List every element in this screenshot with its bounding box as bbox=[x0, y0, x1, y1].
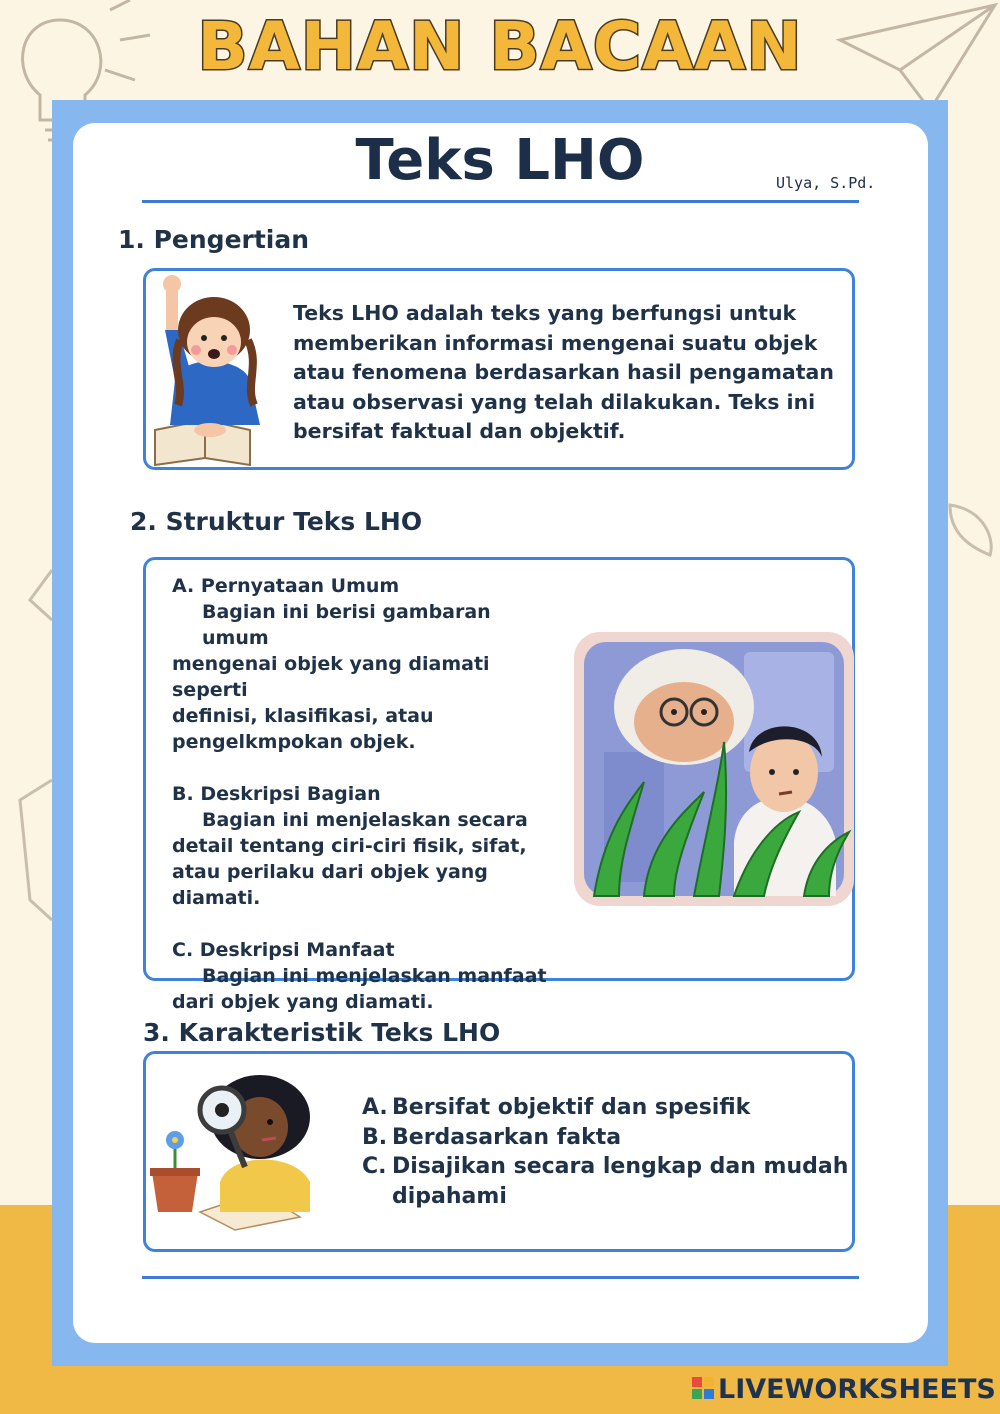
pengertian-text bbox=[293, 299, 834, 447]
struktur-item-line: Bagian ini menjelaskan manfaat bbox=[202, 965, 547, 987]
pengertian-line: atau observasi yang telah dilakukan. Teks ini bbox=[293, 389, 816, 414]
pengertian-line: Teks LHO adalah teks yang berfungsi untuk bbox=[293, 301, 797, 325]
struktur-item-line: detail tentang ciri-ciri fisik, sifat, bbox=[172, 835, 527, 857]
struktur-item-line: Bagian ini berisi gambaran umum bbox=[202, 601, 491, 649]
pengertian-line: atau fenomena berdasarkan hasil pengamatan bbox=[293, 360, 834, 384]
karakteristik-list bbox=[362, 1093, 848, 1211]
leaf-doodle-icon bbox=[945, 500, 1000, 560]
author-name: Ulya, S.Pd. bbox=[776, 174, 876, 192]
section-heading-pengertian: 1. Pengertian bbox=[118, 225, 310, 254]
girl-magnifier-illustration bbox=[150, 1072, 335, 1232]
list-item-text: Bersifat objektif dan spesifik bbox=[392, 1095, 751, 1120]
liveworksheets-logo-icon bbox=[692, 1377, 714, 1399]
list-item-letter: C. bbox=[362, 1154, 387, 1179]
title-divider bbox=[142, 200, 859, 203]
page-title: Teks LHO bbox=[355, 128, 645, 193]
section-heading-karakteristik: 3. Karakteristik Teks LHO bbox=[143, 1018, 501, 1047]
list-item bbox=[362, 1182, 848, 1212]
pengertian-line: bersifat faktual dan objektif. bbox=[293, 419, 626, 443]
struktur-item-line: mengenai objek yang diamati seperti bbox=[172, 653, 490, 701]
list-item bbox=[362, 1093, 848, 1123]
paper-doodle-icon bbox=[10, 560, 55, 940]
struktur-item-title: A. Pernyataan Umum bbox=[172, 575, 400, 597]
section-heading-struktur: 2. Struktur Teks LHO bbox=[130, 507, 423, 536]
struktur-item-line: atau perilaku dari objek yang bbox=[172, 861, 488, 883]
struktur-item-line: diamati. bbox=[172, 887, 261, 909]
pengertian-line: memberikan informasi mengenai suatu objek bbox=[293, 330, 818, 355]
struktur-item-line: pengelkmpokan objek. bbox=[172, 731, 416, 753]
struktur-item-title: C. Deskripsi Manfaat bbox=[172, 939, 395, 961]
list-item bbox=[362, 1152, 848, 1182]
list-item-letter: B. bbox=[362, 1124, 388, 1150]
scientists-observing-plants-illustration bbox=[574, 632, 854, 906]
struktur-text bbox=[172, 573, 562, 1015]
list-item-letter: A. bbox=[362, 1095, 388, 1120]
list-item-text: Disajikan secara lengkap dan mudah bbox=[392, 1154, 849, 1179]
list-item-text: dipahami bbox=[392, 1183, 507, 1209]
girl-reading-illustration bbox=[150, 270, 280, 468]
struktur-item-line: definisi, klasifikasi, atau bbox=[172, 705, 434, 727]
struktur-item-title: B. Deskripsi Bagian bbox=[172, 783, 381, 805]
struktur-item-line: dari objek yang diamati. bbox=[172, 991, 434, 1013]
list-item bbox=[362, 1123, 848, 1153]
list-item-text: Berdasarkan fakta bbox=[392, 1124, 622, 1150]
banner-title: BAHAN BACAAN bbox=[197, 8, 803, 85]
bottom-divider bbox=[142, 1276, 859, 1279]
list-item-letter bbox=[362, 1182, 392, 1212]
liveworksheets-brand[interactable]: LIVEWORKSHEETS bbox=[718, 1374, 996, 1405]
struktur-item-line: Bagian ini menjelaskan secara bbox=[202, 809, 528, 831]
